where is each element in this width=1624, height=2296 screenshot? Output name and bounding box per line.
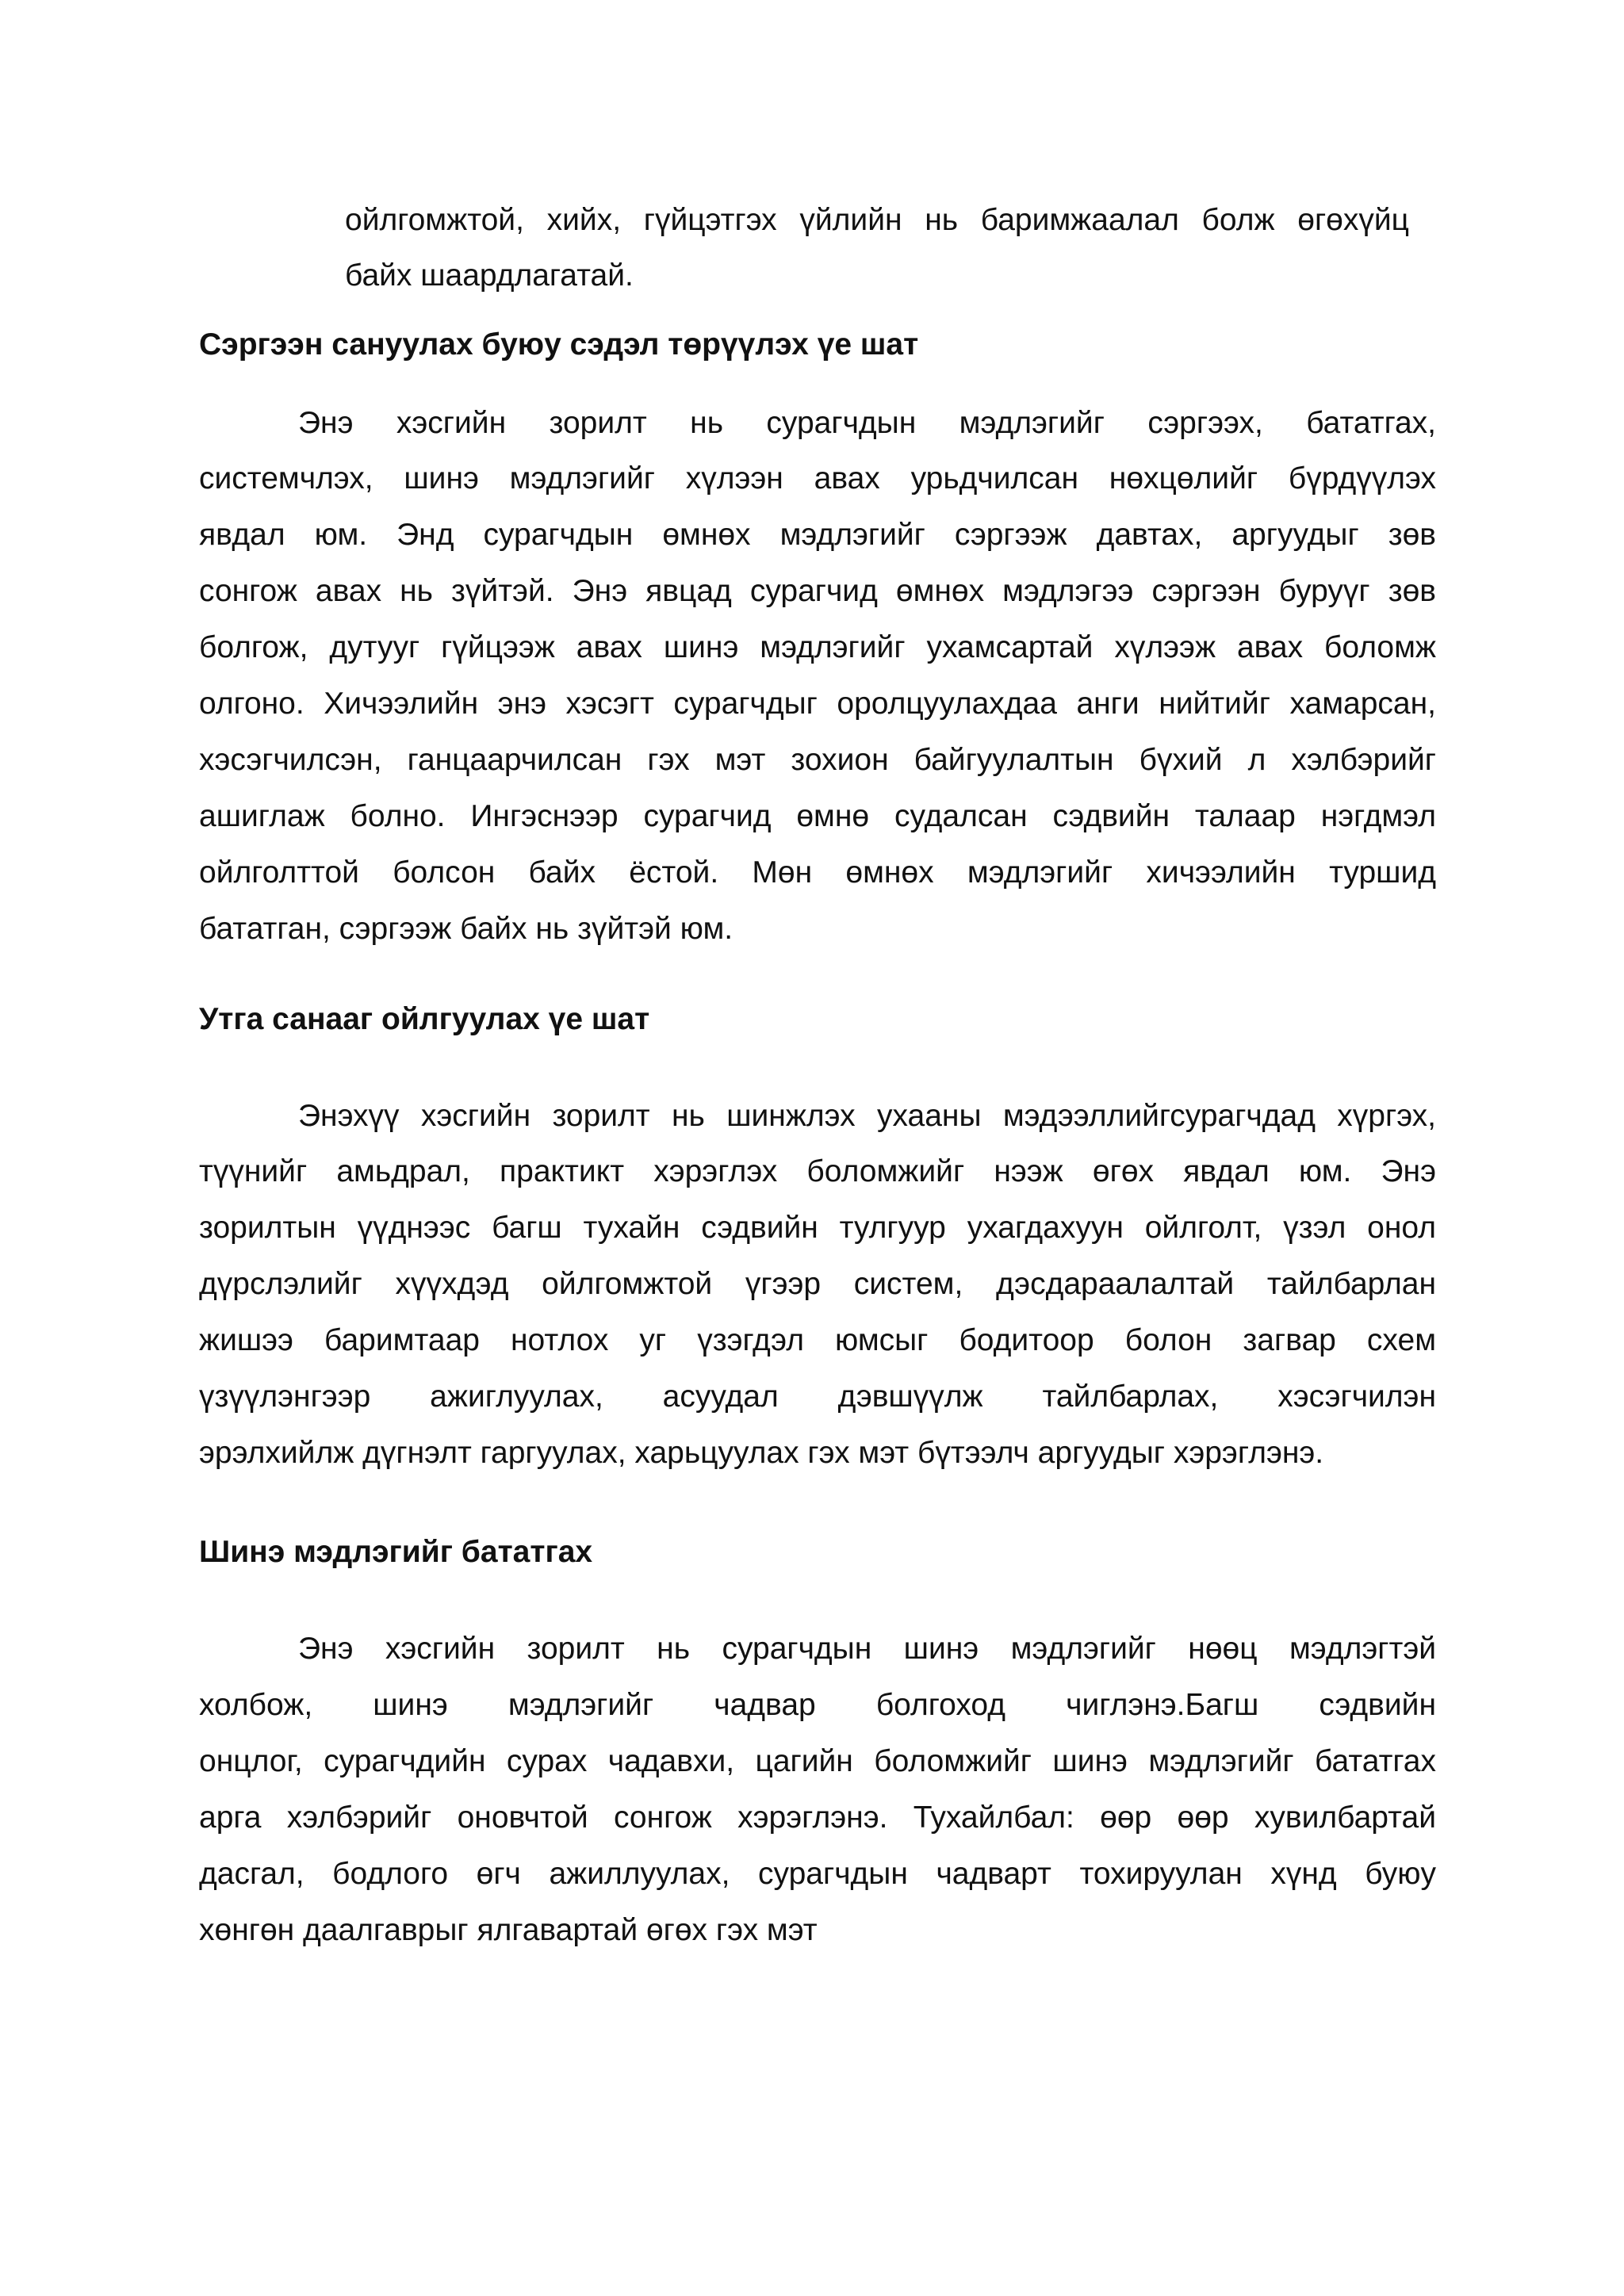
- section-1-line-4: сонгож авах нь зүйтэй. Энэ явцад сурагчид өмнөх мэдлэгээ сэргээн буруүг зөв: [199, 574, 1436, 608]
- section-1-line-9: ойлголттой болсон байх ёстой. Мөн өмнөх мэдлэгийг хичээлийн туршид: [199, 855, 1436, 890]
- intro-line-1: ойлгомжтой, хийх, гүйцэтгэх үйлийн нь баримжаалал болж өгөхүйц: [345, 203, 1409, 237]
- section-2-line-5: жишээ баримтаар нотлох уг үзэгдэл юмсыг бодитоор болон загвар схем: [199, 1323, 1436, 1357]
- section-1-line-10: бататган, сэргээж байх нь зүйтэй юм.: [199, 912, 733, 946]
- section-3-line-2: холбож, шинэ мэдлэгийг чадвар болгоход чиглэнэ.Багш сэдвийн: [199, 1688, 1436, 1722]
- section-3-line-3: онцлог, сурагчдийн сурах чадавхи, цагийн боломжийг шинэ мэдлэгийг бататгах: [199, 1744, 1436, 1778]
- section-heading-2: Утга санааг ойлгуулах үе шат: [199, 1002, 650, 1036]
- section-2-line-6: үзүүлэнгээр ажиглуулах, асуудал дэвшүүлж тайлбарлах, хэсэгчилэн: [199, 1380, 1436, 1414]
- section-1-line-1: Энэ хэсгийн зорилт нь сурагчдын мэдлэгийг сэргээх, бататгах,: [298, 406, 1436, 440]
- section-1-line-6: олгоно. Хичээлийн энэ хэсэгт сурагчдыг оролцуулахдаа анги нийтийг хамарсан,: [199, 687, 1436, 721]
- section-2-line-2: түүнийг амьдрал, практикт хэрэглэх боломжийг нээж өгөх явдал юм. Энэ: [199, 1154, 1436, 1188]
- section-3-line-5: дасгал, бодлого өгч ажиллуулах, сурагчдын чадварт тохируулан хүнд буюу: [199, 1857, 1436, 1891]
- section-1-line-2: системчлэх, шинэ мэдлэгийг хүлээн авах урьдчилсан нөхцөлийг бүрдүүлэх: [199, 461, 1436, 496]
- section-3-line-4: арга хэлбэрийг оновчтой сонгож хэрэглэнэ. Тухайлбал: өөр өөр хувилбартай: [199, 1800, 1436, 1835]
- section-3-line-1: Энэ хэсгийн зорилт нь сурагчдын шинэ мэдлэгийг нөөц мэдлэгтэй: [298, 1632, 1436, 1666]
- section-2-line-7: эрэлхийлж дүгнэлт гаргуулах, харьцуулах гэх мэт бүтээлч аргуудыг хэрэглэнэ.: [199, 1436, 1324, 1470]
- section-1-line-3: явдал юм. Энд сурагчдын өмнөх мэдлэгийг сэргээж давтах, аргуудыг зөв: [199, 518, 1436, 552]
- section-1-line-7: хэсэгчилсэн, ганцаарчилсан гэх мэт зохион байгуулалтын бүхий л хэлбэрийг: [199, 743, 1436, 777]
- intro-line-2: байх шаардлагатай.: [345, 258, 634, 293]
- section-2-line-1: Энэхүү хэсгийн зорилт нь шинжлэх ухааны мэдээллийгсурагчдад хүргэх,: [298, 1099, 1436, 1133]
- section-2-line-4: дүрслэлийг хүүхдэд ойлгомжтой үгээр систем, дэсдараалалтай тайлбарлан: [199, 1267, 1436, 1301]
- section-3-line-6: хөнгөн даалгаврыг ялгавартай өгөх гэх мэт: [199, 1913, 818, 1947]
- section-heading-1: Сэргээн сануулах буюу сэдэл төрүүлэх үе шат: [199, 327, 919, 362]
- section-1-line-8: ашиглаж болно. Ингэснээр сурагчид өмнө судалсан сэдвийн талаар нэгдмэл: [199, 799, 1436, 833]
- section-heading-3: Шинэ мэдлэгийг бататгах: [199, 1535, 593, 1569]
- section-1-line-5: болгож, дутууг гүйцээж авах шинэ мэдлэгийг ухамсартай хүлээж авах боломж: [199, 630, 1436, 664]
- section-2-line-3: зорилтын үүднээс багш тухайн сэдвийн тулгуур ухагдахуун ойлголт, үзэл онол: [199, 1211, 1436, 1245]
